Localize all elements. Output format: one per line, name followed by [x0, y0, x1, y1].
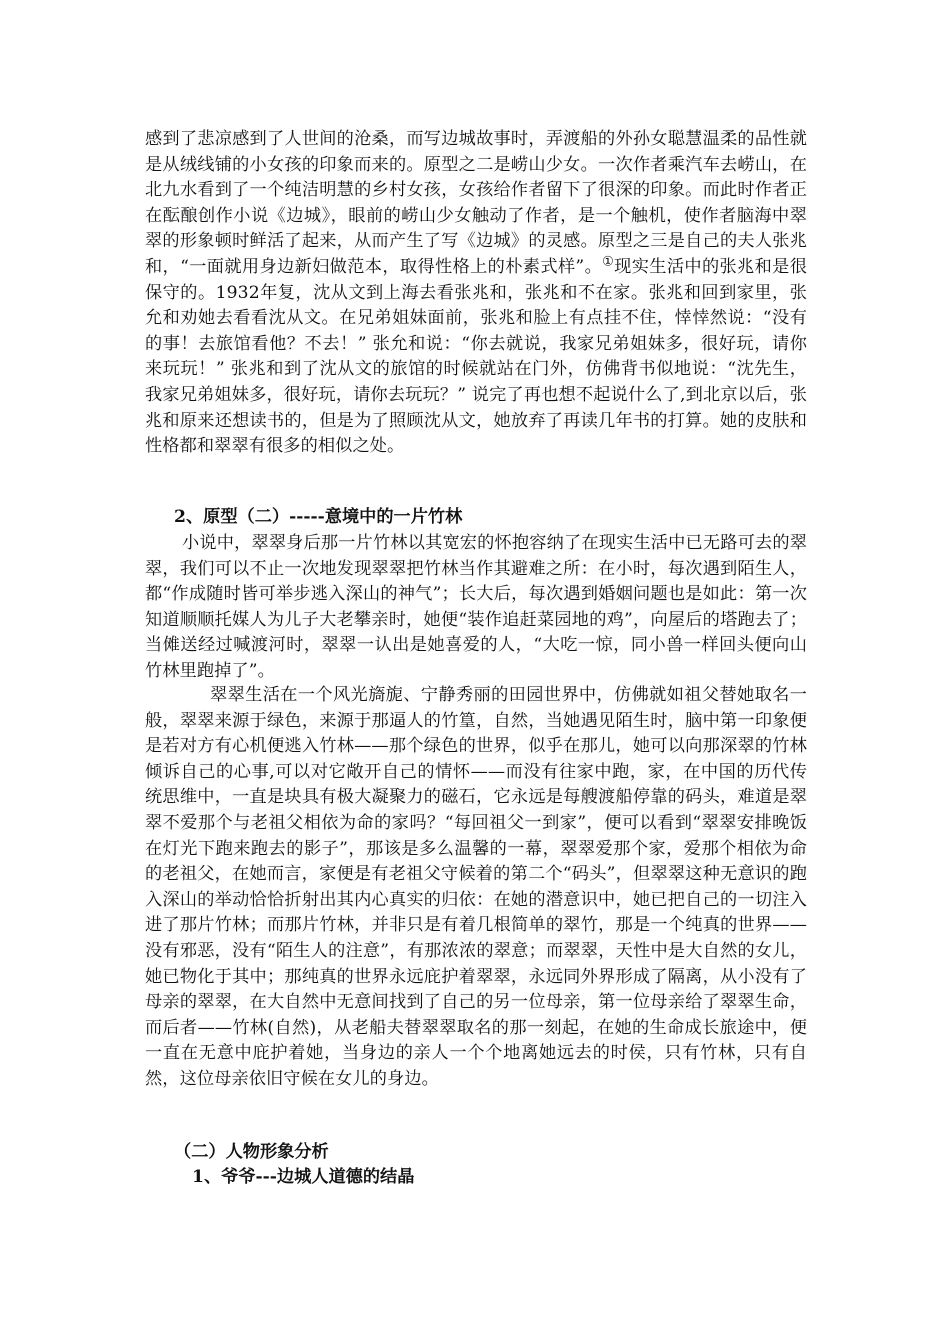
- section-heading: 2、原型（二）-----意境中的一片竹林: [174, 507, 463, 527]
- body-paragraph: 小说中，翠翠身后那一片竹林以其宽宏的怀抱容纳了在现实生活中已无路可去的翠翠，我们可以不止一次地发现翠翠把竹林当作其避难之所：在小时，每次遇到陌生人，都“作成随时皆可举步逃入深山的神气”；长大后，每次遇到婚姻问题也是如此：第一次知道顺顺托媒人为儿子大老攀亲时，她便“装作追赶菜园地的鸡”，向屋后的塔跑去了；当傩送经过喊渡河时，翠翠一认出是她喜爱的人，“大吃一惊，同小兽一样回头便向山竹林里跑掉了”。: [145, 533, 807, 681]
- footnote-marker: ①: [602, 254, 615, 270]
- section-heading: （二）人物形象分析: [174, 1142, 329, 1162]
- body-paragraph: [145, 127, 807, 460]
- subsection-heading: 1、爷爷---边城人道德的结晶: [192, 1167, 415, 1187]
- paragraph-text: 现实生活中的张兆和是很保守的。1932年复，沈从文到上海去看张兆和，张兆和不在家。张兆和回到家里，张允和劝她去看看沈从文。在兄弟姐妹面前，张兆和脸上有点挂不住，悻悻然说：“没有的事！去旅馆看他？不去！” 张允和说：“你去就说，我家兄弟姐妹多，很好玩，请你来玩玩！” 张兆和到了沈从文的旅馆的时候就站在门外，仿佛背书似地说：“沈先生，我家兄弟姐妹多，很好玩，请你去玩玩？” 说完了再也想不起说什么了,到北京以后，张兆和原来还想读书的，但是为了照顾沈从文，她放弃了再读几年书的打算。她的皮肤和性格都和翠翠有很多的相似之处。: [145, 256, 807, 457]
- paragraph-text: 感到了悲凉感到了人世间的沧桑，而写边城故事时，弄渡船的外孙女聪慧温柔的品性就是从绒线铺的小女孩的印象而来的。原型之二是崂山少女。一次作者乘汽车去崂山，在北九水看到了一个纯洁明慧的乡村女孩，女孩给作者留下了很深的印象。而此时作者正在酝酿创作小说《边城》，眼前的崂山少女触动了作者，是一个触机，使作者脑海中翠翠的形象顿时鲜活了起来，从而产生了写《边城》的灵感。原型之三是自己的夫人张兆和，“一面就用身边新妇做范本，取得性格上的朴素式样”。: [145, 129, 807, 277]
- body-paragraph: 翠翠生活在一个风光旖旎、宁静秀丽的田园世界中，仿佛就如祖父替她取名一般，翠翠来源于绿色，来源于那逼人的竹篁，自然，当她遇见陌生时，脑中第一印象便是若对方有心机便逃入竹林——那个绿色的世界，似乎在那儿，她可以向那深翠的竹林倾诉自己的心事,可以对它敞开自己的情怀——而没有往家中跑，家，在中国的历代传统思维中，一直是块具有极大凝聚力的磁石，它永远是每艘渡船停靠的码头，难道是翠翠不爱那个与老祖父相依为命的家吗？“每回祖父一到家”，便可以看到“翠翠安排晚饭在灯光下跑来跑去的影子”，那该是多么温馨的一幕，翠翠爱那个家，爱那个相依为命的老祖父，在她而言，家便是有老祖父守候着的第二个“码头”，但翠翠这种无意识的跑入深山的举动恰恰折射出其内心真实的归依：在她的潜意识中，她已把自己的一切注入进了那片竹林；而那片竹林，并非只是有着几根简单的翠竹，那是一个纯真的世界——没有邪恶，没有“陌生人的注意”，有那浓浓的翠意；而翠翠，天性中是大自然的女儿，她已物化于其中；那纯真的世界永远庇护着翠翠，永远同外界形成了隔离，从小没有了母亲的翠翠，在大自然中无意间找到了自己的另一位母亲，第一位母亲给了翠翠生命，而后者——竹林(自然)，从老船夫替翠翠取名的那一刻起，在她的生命成长旅途中，便一直在无意中庇护着她，当身边的亲人一个个地离她远去的时侯，只有竹林，只有自然，这位母亲依旧守候在女儿的身边。: [145, 685, 807, 1089]
